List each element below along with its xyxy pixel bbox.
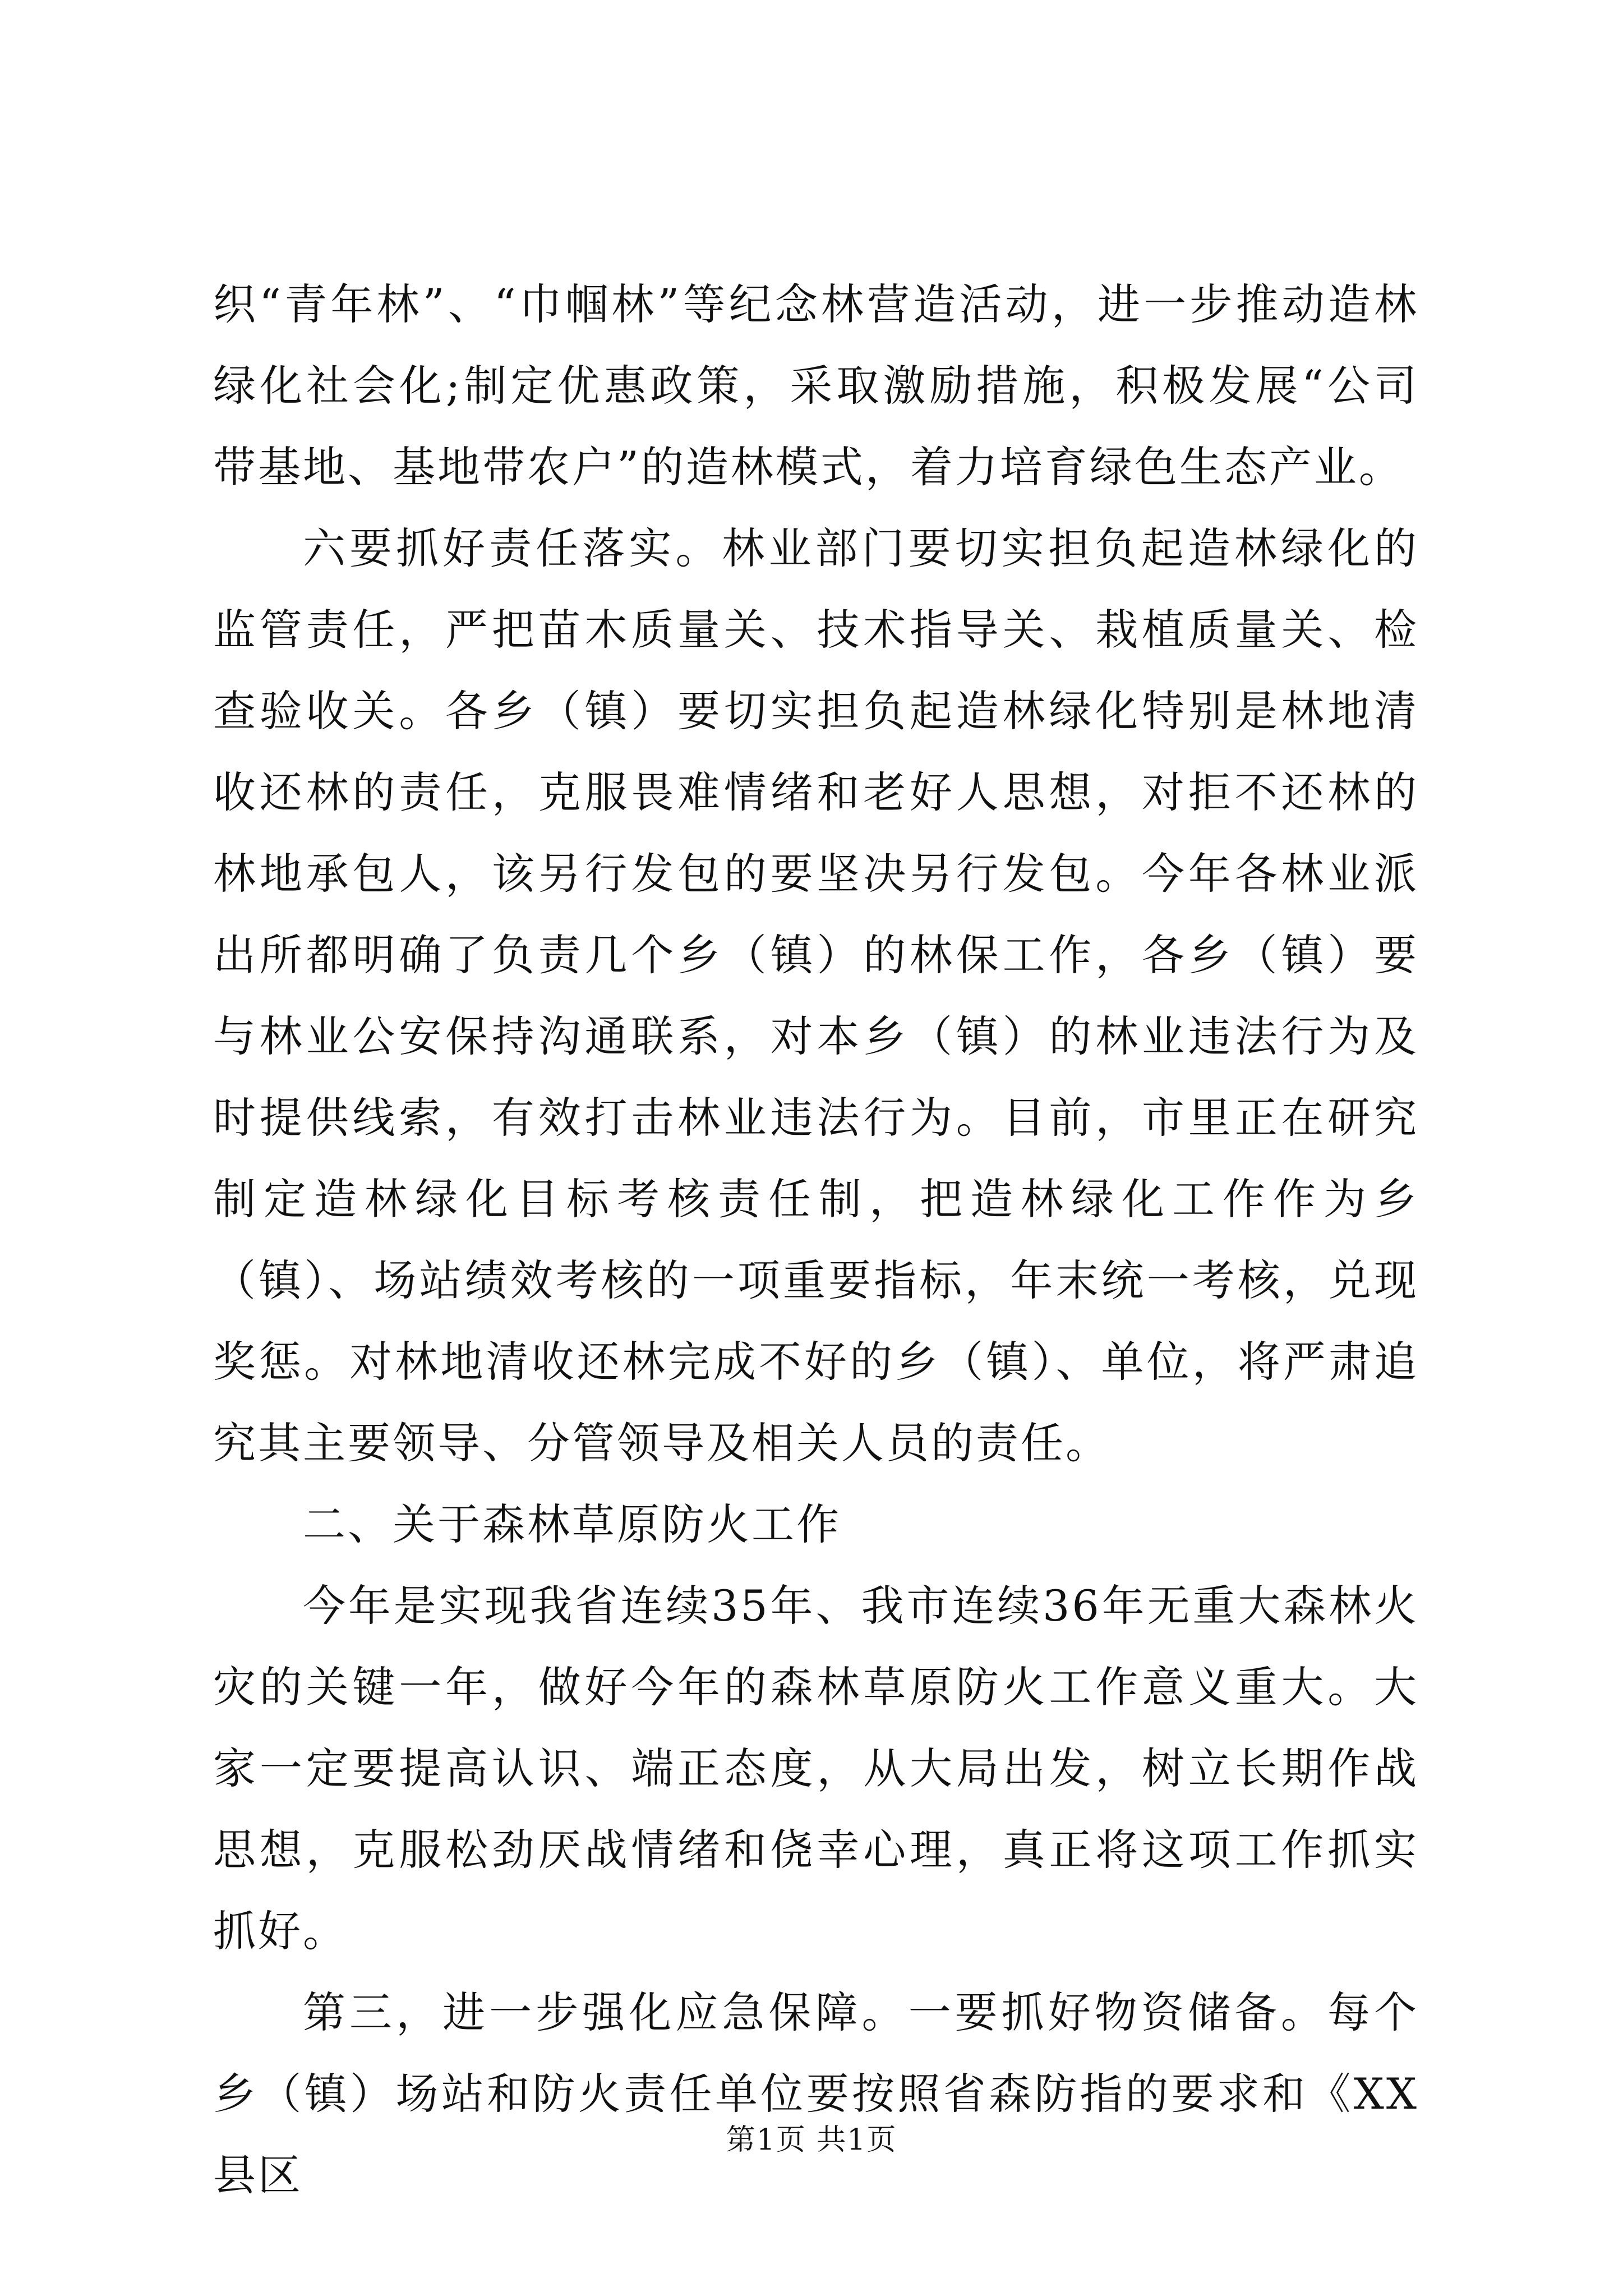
page-footer: 第1页 共1页 <box>726 2123 897 2157</box>
section-heading: 二、关于森林草原防火工作 <box>303 1499 841 1549</box>
paragraph-2: 六要抓好责任落实。林业部门要切实担负起造林绿化的监管责任，严把苗木质量关、技术指导关、栽植质量关、检查验收关。各乡（镇）要切实担负起造林绿化特别是林地清收还林的责任，克服畏难情绪和老好人思想，对拒不还林的林地承包人，该另行发包的要坚决另行发包。今年各林业派出所都明确了负责几个乡（镇）的林保工作，各乡（镇）要与林业公安保持沟通联系，对本乡（镇）的林业违法行为及时提供线索，有效打击林业违法行为。目前，市里正在研究制定造林绿化目标考核责任制，把造林绿化工作作为乡（镇）、场站绩效考核的一项重要指标，年末统一考核，兑现奖惩。对林地清收还林完成不好的乡（镇）、单位，将严肃追究其主要领导、分管领导及相关人员的责任。 <box>213 523 1419 1468</box>
document-body <box>213 264 1419 2216</box>
paragraph-4: 第三，进一步强化应急保障。一要抓好物资储备。每个乡（镇）场站和防火责任单位要按照省森防指的要求和《XX县区 <box>213 1987 1419 2200</box>
paragraph-3: 今年是实现我省连续35年、我市连续36年无重大森林火灾的关键一年，做好今年的森林草原防火工作意义重大。大家一定要提高认识、端正态度，从大局出发，树立长期作战思想，克服松劲厌战情绪和侥幸心理，真正将这项工作抓实抓好。 <box>213 1581 1419 1956</box>
paragraph-1: 织“青年林”、“巾帼林”等纪念林营造活动，进一步推动造林绿化社会化;制定优惠政策，采取激励措施，积极发展“公司带基地、基地带农户”的造林模式，着力培育绿色生态产业。 <box>213 279 1419 492</box>
